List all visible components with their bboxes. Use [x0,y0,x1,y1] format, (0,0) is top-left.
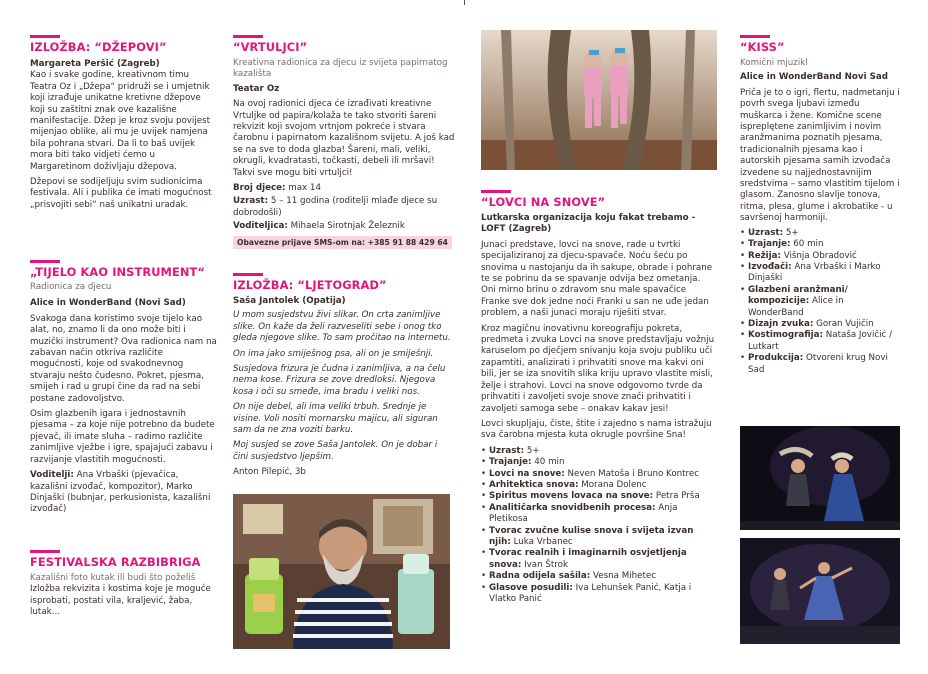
credit-item [481,446,717,457]
credit-value: 40 min [531,457,565,468]
credit-item [740,285,900,319]
section-title-kiss: “KISS” [740,40,785,54]
credit-item [740,251,900,262]
credit-value: Anja Pletikosa [489,502,678,525]
credit-item [740,228,900,239]
section-body-razbibriga [30,573,218,619]
paragraph: Osim glazbenih igara i jednostavnih pjesama – za koje nije potrebno da budete pjevač, ili imate sluha – radimo različite zanimljive vježbe i igre, spajajući zabavu i razvijanje vlastitih mogućnosti. [30,409,215,465]
credit-label: Tvorac realnih i imaginarnih osvjetljenja snova: [489,548,687,570]
credit-label: Radna odijela sašila: [489,571,591,582]
credit-label: Trajanje: [748,239,791,250]
section-title-lovci: “LOVCI NA SNOVE” [481,195,606,209]
credit-label: Arhitektica snova: [489,479,579,490]
credit-item [740,353,900,376]
credit-label: Uzrast: [748,227,784,238]
leader-label: Voditeljica: [233,221,288,232]
author: Lutkarska organizacija koju fakat trebamo - LOFT (Zagreb) [481,213,696,235]
credit-value: Luka Vrbanec [510,536,573,547]
credit-item [481,457,717,468]
signature: Anton Pilepić, 3b [233,467,306,478]
age [233,196,455,219]
paragraph: Kao i svake godine, kreativnom timu Teatra Oz i „Džepa“ pridruži se i umjetnik koji izrađuje unikatne kretivne džepove koji su zaštitni znak ove kazališne manifestacije. Džep je kroz svoju povijest mijenjao oblike, ali mu je uvijek namjena bila pohrana stvari. Da li to baš uvijek mora biti tako vidjeti ćemo u Margaretinom doživljaju džepova. [30,70,211,172]
section-rule [30,550,60,553]
credit-value: Vesna Mihetec [590,571,657,582]
credit-value: 60 min [790,239,824,250]
paragraph: Džepovi se sodijeljuju svim sudionicima festivala. Ali i publika će imati mogućnost „prisvojiti sebi“ naš unikatni uradak. [30,177,212,210]
section-body-dzepovi [30,59,218,211]
credit-value: 5+ [524,445,540,456]
age-label: Uzrast: [233,196,269,207]
credit-value: 5+ [783,227,799,238]
credit-label: Lovci na snove: [489,468,565,479]
section-title-tijelo: „TIJELO KAO INSTRUMENT“ [30,265,205,279]
credit-item [481,548,717,571]
section-body-tijelo [30,282,218,516]
paragraph: Priča je to o igri, flertu, nadmetanju i povrh svega ljubavi između muškarca i žene. Komične scene ispreplętene zanimljivim i novim aranžmanima poznatih pjesama, tradicionalnih pjesama kao i autorskih pjesama samih izvođača izvedene su najjednostavnijim sredstvima – samo vlastitim tijelom i glasom. Zanosno slavlje tonova, ritma, plesa, glume i akrobatike - u savršenoj harmoniji. [740,87,900,224]
section-title-razbibriga: FESTIVALSKA RAZBIBRIGA [30,555,201,569]
credit-label: Dizajn zvuka: [748,318,814,329]
credit-label: Kostimografija: [748,330,823,341]
quote: U mom susjedstvu živi slikar. On crta zanimljive slike. On kaže da želi razveseliti sebe i onog tko gleda njegove slike. To sam pročitao na internetu. [233,310,451,344]
section-rule [30,260,60,263]
fold-mark [464,0,465,5]
credits-list [481,446,717,606]
author: Alice in WonderBand Novi Sad [740,72,888,83]
paragraph: Svakoga dana koristimo svoje tijelo kao alat, no, znamo li da ono može biti i muzički instrument? Ova radionica nam na zabavan način otkriva različite mogućnosti, koje od svakodnevnog stvaraju nešto čudesno. Pokret, pjesma, smijeh i rad u grupi čine da rad na sebi postane zadovoljstvo. [30,313,217,404]
credit-item [481,469,717,480]
credit-value: Morana Dolenc [578,479,647,490]
section-title-vrtuljci: “VRTULJCI” [233,40,308,54]
paragraph: Izložba rekvizita i kostima koje je moguće isprobati, postati vila, kraljević, žaba, lutak... [30,584,211,618]
photo-dream-hunters [481,30,717,170]
leader-value: Mihaela Sirotnjak Železnik [287,221,405,232]
author: Teatar Oz [233,83,280,94]
credit-item [481,583,717,606]
credit-item [481,491,717,502]
credit-value: Nataša Jovičić / Lutkart [748,330,893,352]
credit-item [481,503,717,526]
credit-label: Uzrast: [489,445,525,456]
photo-kiss-stage-2 [740,538,900,644]
section-title-dzepovi: IZLOŽBA: “DŽEPOVI” [30,40,167,54]
section-title-ljetograd: IZLOŽBA: “LJETOGRAD” [233,278,387,292]
credit-value: Petra Prša [653,491,700,502]
section-rule [481,190,511,193]
paragraph: Junaci predstave, lovci na snove, rade u tvrtki specijaliziranoj za djecu-spavače. Noću šeću po snovima u nastojanju da ih sakupe, obrade i pohrane te se pobrinu da se spavanje odvija bez ometanja. Oni mirno brinu o zdravom snu male spavačice Franke sve dok jedne noći Franki u san ne uđe jedan problem, a naši junaci moraju riješiti stvar. [481,239,713,319]
credit-label: Glasove posudili: [489,582,573,593]
paragraph: Kroz magičnu inovativnu koreografiju pokreta, predmeta i zvuka Lovci na snove predstavljaju vožnju karuselom po dječjem snivanju koja svoju publiku uči zapamtiti, analizirati i prihvatiti snove ma kakvi oni bili, jer se iza snovitih slika kriju upravo vlastite misli, želje i strahovi. Lovci na snove odgovorno tvrde da prihvatiti i zavoljeti svoje snove znači prihvatiti i zavoljeti samoga sebe – onakav kakav jesi! [481,323,715,414]
section-rule [740,35,770,38]
credit-item [481,480,717,491]
credit-value: Alice in WonderBand [748,296,844,318]
credit-item [740,239,900,250]
credit-label: Izvođači: [748,261,792,272]
count-label: Broj djece: [233,183,286,194]
credit-value: Goran Vujičin [813,318,874,329]
quote: Moj susjed se zove Saša Jantolek. On je dobar i čini susjedstvo ljepšim. [233,440,438,462]
author: Saša Jantolek (Opatija) [233,296,346,306]
section-body-kiss [740,58,900,376]
paragraph: Lovci skupljaju, čiste, štite i zajedno s nama istražuju sva čarobna mjesta kuta okrugle površine Sna! [481,418,712,441]
credit-item [740,262,900,285]
section-rule [30,35,60,38]
subtitle: Kreativna radionica za djecu iz svijeta papirnatog kazališta [233,58,448,80]
credit-label: Analitičarka snovidbenih procesa: [489,502,656,513]
credit-label: Trajanje: [489,457,532,468]
credit-item [481,526,717,549]
quote: On ima jako smiješnog psa, ali on je smiješnji. [233,348,434,359]
credit-item [740,330,900,353]
credit-label: Glazbeni aranžmani/ kompozicije: [748,284,848,307]
paragraph: Na ovoj radionici djeca će izrađivati kreativne Vrtuljke od papira/kolaža te tako stvoriti šareni rekvizit koji svojom vrtnjom pokreće i stvara čarobnu i papirnatom kazališnom svijetu. A još kad se na sve to doda glazba! Šareni, mali, veliki, okrugli, kvadratasti, točkasti, debeli ili mršavi! Takvi sve mogu biti vrtuljci! [233,99,455,178]
credit-value: Iva Lehunšek Panić, Katja i Vlatko Panić [489,582,692,604]
quote: Susjedova frizura je čudna i zanimljiva, a na čelu nema kose. Frizura se zove dredloksi. Njegova kosa i oči su smeđe, ima bradu i veliki nos. [233,364,446,397]
credits-list [740,228,900,376]
credit-label: Tvorac zvučne kulise snova i svijeta izvan njih: [489,525,694,547]
credit-value: Ana Vrbaški i Marko Dinjaški [748,261,881,284]
photo-artist [233,494,450,649]
credit-value: Ivan Štrok [521,559,569,570]
signup-badge: Obavezne prijave SMS-om na: +385 91 88 429 64 [233,236,452,249]
child-count [233,183,455,194]
age-value: 5 – 11 godina (roditelji mlađe djece su dobrodošli) [233,196,438,218]
leaders-label: Voditelji: [30,470,74,481]
subtitle: Komični mjuzikl [740,58,808,68]
credit-label: Spiritus movens lovaca na snove: [489,491,654,502]
quote: On nije debel, ali ima veliki trbuh. Srednje je visine. Voli nositi mornarsku majicu, ali siguran sam da ne zna voziti barku. [233,402,438,436]
leaders [30,470,218,516]
subtitle: Kazališni foto kutak ili budi što poželiš [30,573,196,583]
credit-item [740,319,900,330]
section-rule [233,35,263,38]
credit-value: Višnja Obradović [780,250,857,261]
credit-label: Režija: [748,250,781,261]
section-rule [233,273,263,276]
leaders-value: Ana Vrbaški (pjevačica, kazališni izvođač, kompozitor), Marko Dinjaški (bubnjar, perkusionista, kazališni izvođač) [30,470,211,515]
photo-kiss-stage-1 [740,426,900,530]
author: Margareta Peršić (Zagreb) [30,59,160,69]
author: Alice in WonderBand (Novi Sad) [30,298,186,309]
subtitle: Radionica za djecu [30,282,112,292]
section-body-vrtuljci [233,58,455,249]
credit-value: Neven Matoša i Bruno Kontrec [564,468,700,479]
credit-value: Otvoreni krug Novi Sad [748,353,888,375]
section-body-ljetograd [233,296,455,479]
credit-item [481,571,717,582]
leader [233,221,455,232]
credit-label: Produkcija: [748,353,804,364]
count-value: max 14 [285,183,321,194]
section-body-lovci [481,213,717,605]
